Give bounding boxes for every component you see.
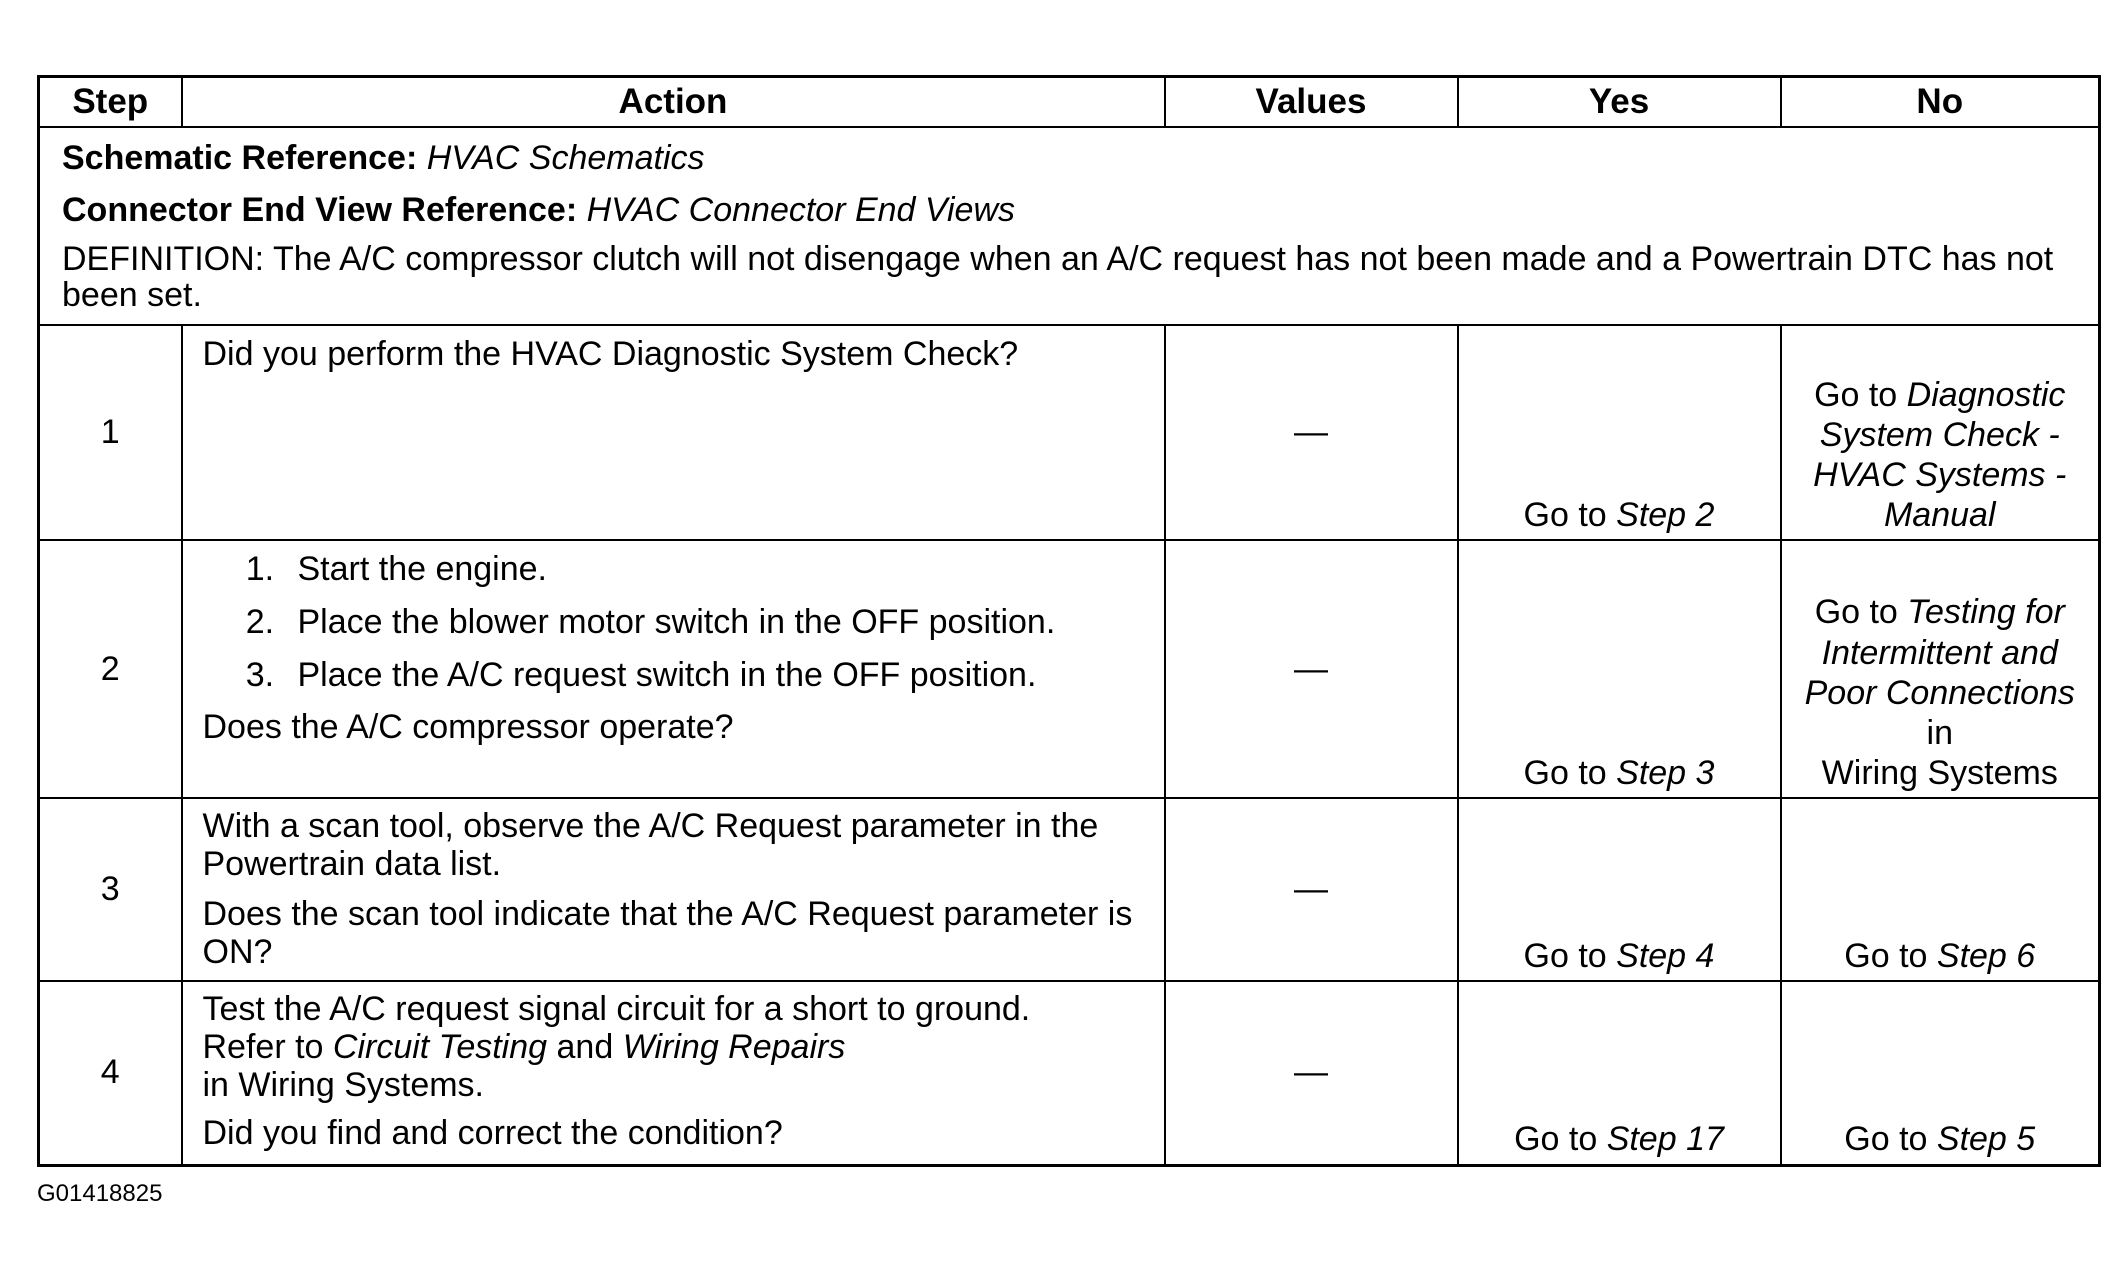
yes-cell [1458, 325, 1781, 540]
header-action: Action [182, 77, 1165, 128]
yes-prefix: Go to [1523, 753, 1617, 792]
no-cell [1781, 798, 2100, 981]
action-cell [182, 540, 1165, 798]
connector-label: Connector End View Reference: [62, 191, 578, 230]
no-prefix: Go to [1814, 375, 1907, 414]
yes-prefix: Go to [1523, 936, 1617, 975]
refer-link-wiring-repairs[interactable]: Wiring Repairs [622, 1028, 846, 1067]
connector-reference [62, 189, 2084, 232]
step-number: 2 [39, 540, 182, 798]
yes-link[interactable]: Step 3 [1616, 753, 1715, 792]
no-cell [1781, 325, 2100, 540]
yes-prefix: Go to [1523, 495, 1617, 534]
no-prefix: Go to [1814, 593, 1908, 632]
values-cell: — [1165, 981, 1458, 1165]
action-question: Did you find and correct the condition? [202, 1114, 783, 1153]
schematic-link[interactable]: HVAC Schematics [426, 138, 705, 177]
no-suffix-systems: Wiring Systems [1821, 753, 2058, 792]
yes-link[interactable]: Step 2 [1616, 495, 1715, 534]
no-link[interactable]: Testing for Intermittent and Poor Connections [1804, 593, 2075, 712]
step-row-3 [39, 798, 2100, 981]
refer-prefix: Refer to [202, 1028, 333, 1067]
refer-and: and [547, 1028, 623, 1067]
no-cell [1781, 981, 2100, 1165]
action-text: With a scan tool, observe the A/C Request parameter in the Powertrain data list. [202, 807, 1099, 884]
diagnostic-table [37, 75, 2101, 1167]
schematic-label: Schematic Reference: [62, 138, 418, 177]
action-question: Does the scan tool indicate that the A/C Request parameter is ON? [202, 895, 1133, 972]
no-prefix: Go to [1844, 1120, 1937, 1159]
yes-cell [1458, 798, 1781, 981]
action-cell [182, 981, 1165, 1165]
step-number: 3 [39, 798, 182, 981]
values-cell: — [1165, 325, 1458, 540]
action-cell [182, 325, 1165, 540]
values-cell: — [1165, 540, 1458, 798]
action-cell [182, 798, 1165, 981]
list-item: 1. Start the engine. [284, 549, 1152, 590]
refer-link-circuit-testing[interactable]: Circuit Testing [332, 1028, 548, 1067]
yes-cell [1458, 540, 1781, 798]
step-row-4 [39, 981, 2100, 1165]
figure-id: G01418825 [37, 1180, 163, 1207]
no-link[interactable]: Diagnostic System Check - HVAC Systems - Manual [1813, 375, 2067, 534]
yes-link[interactable]: Step 17 [1606, 1120, 1724, 1159]
connector-link[interactable]: HVAC Connector End Views [586, 191, 1015, 230]
yes-cell [1458, 981, 1781, 1165]
list-item: 3. Place the A/C request switch in the OFF position. [284, 655, 1152, 696]
header-values: Values [1165, 77, 1458, 128]
definition-text: DEFINITION: The A/C compressor clutch will not disengage when an A/C request has not been made and a Powertrain DTC has not been set. [62, 239, 2054, 314]
action-line: Test the A/C request signal circuit for a short to ground. [202, 990, 1031, 1028]
yes-prefix: Go to [1514, 1120, 1607, 1159]
step-row-2 [39, 540, 2100, 798]
reference-cell [39, 127, 2100, 325]
no-link[interactable]: Step 6 [1936, 936, 2036, 975]
no-suffix-in: in [1926, 713, 1953, 752]
step-number: 4 [39, 981, 182, 1165]
no-link[interactable]: Step 5 [1936, 1120, 2036, 1159]
step-number: 1 [39, 325, 182, 540]
action-question: Does the A/C compressor operate? [202, 708, 734, 747]
no-prefix: Go to [1844, 936, 1937, 975]
values-cell: — [1165, 798, 1458, 981]
no-cell [1781, 540, 2100, 798]
action-list [203, 549, 1152, 695]
step-row-1 [39, 325, 2100, 540]
refer-suffix: in Wiring Systems. [202, 1066, 484, 1105]
reference-row [39, 127, 2100, 325]
header-step: Step [39, 77, 182, 128]
schematic-reference [62, 137, 2084, 180]
yes-link[interactable]: Step 4 [1616, 936, 1715, 975]
list-item: 2. Place the blower motor switch in the OFF position. [284, 602, 1152, 643]
header-no: No [1781, 77, 2100, 128]
action-text [203, 990, 1152, 1104]
header-yes: Yes [1458, 77, 1781, 128]
action-text: Did you perform the HVAC Diagnostic System Check? [202, 335, 1019, 373]
header-row [39, 77, 2100, 128]
